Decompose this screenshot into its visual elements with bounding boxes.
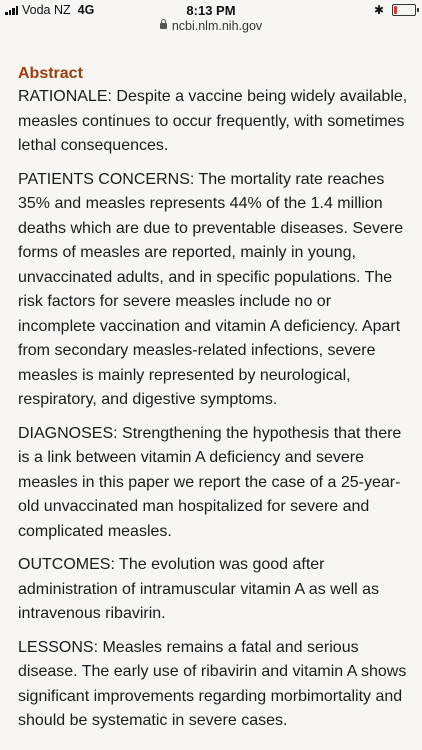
abstract-patients-concerns: PATIENTS CONCERNS: The mortality rate reaches 35% and measles represents 44% of the 1.4 million deaths which are due to preventable diseases. Severe forms of measles are reported, mainly in young, unvaccinated adults, and in specific populations. The risk factors for severe measles include no or incomplete vaccination and vitamin A deficiency. Apart from secondary measles-related infections, severe measles is mainly represented by neurological, respiratory, and digestive symptoms. [18, 170, 404, 408]
network-type: 4G [77, 3, 95, 17]
abstract-rationale: RATIONALE: Despite a vaccine being widely available, measles continues to occur frequently, with sometimes lethal consequences. [18, 88, 408, 154]
status-bar [0, 0, 422, 20]
lock-icon [160, 23, 167, 29]
abstract-diagnoses: DIAGNOSES: Strengthening the hypothesis that there is a link between vitamin A deficiency and severe measles in this paper we report the case of a 25-year-old unvaccinated man hospitalized for severe and complicated measles. [18, 424, 402, 540]
status-right [374, 3, 416, 17]
address-bar[interactable] [0, 19, 422, 41]
abstract-section [18, 63, 408, 743]
url-text: ncbi.nlm.nih.gov [171, 19, 263, 33]
battery-icon [392, 4, 416, 16]
battery-level [394, 6, 397, 14]
bluetooth-icon: ✱ [373, 3, 384, 17]
carrier-name: Voda NZ [22, 3, 71, 17]
clock: 8:13 PM [186, 3, 236, 18]
abstract-heading: Abstract [18, 65, 83, 82]
abstract-outcomes: OUTCOMES: The evolution was good after administration of intramuscular vitamin A as well as intravenous ribavirin. [18, 556, 380, 622]
abstract-lessons: LESSONS: Measles remains a fatal and serious disease. The early use of ribavirin and vitamin A shows significant improvements regarding morbimortality and should be systematic in severe cases. [18, 638, 407, 729]
